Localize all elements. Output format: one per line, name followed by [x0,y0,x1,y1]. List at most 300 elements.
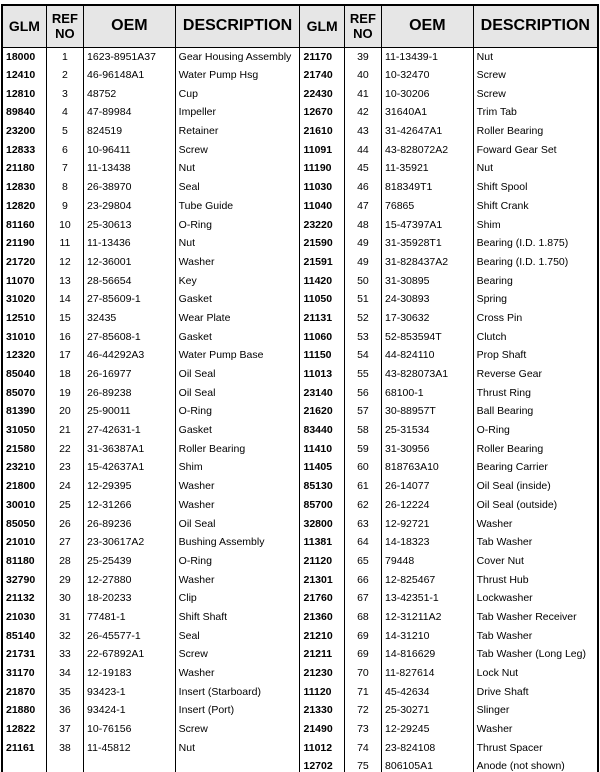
left-ref-cell: 25 [46,496,83,515]
left-ref-cell: 17 [46,346,83,365]
left-description-cell: Gasket [175,421,300,440]
right-oem-cell: 15-47397A1 [382,215,474,234]
right-ref-cell: 64 [344,533,381,552]
right-oem-cell: 14-31210 [382,626,474,645]
table-row [2,645,598,664]
right-description-cell: Anode (not shown) [473,757,598,772]
left-description-cell: Washer [175,570,300,589]
right-ref-cell: 72 [344,701,381,720]
right-glm-cell: 21360 [300,608,344,627]
table-row [2,346,598,365]
table-row [2,514,598,533]
right-description-cell: Thrust Ring [473,383,598,402]
left-oem-cell: 1623-8951A37 [84,47,176,66]
right-oem-cell: 43-828073A1 [382,365,474,384]
left-oem-cell: 25-25439 [84,552,176,571]
left-glm-cell: 21180 [2,159,46,178]
left-oem-cell: 11-13436 [84,234,176,253]
left-description-cell: Cup [175,84,300,103]
right-ref-cell: 53 [344,327,381,346]
right-ref-cell: 39 [344,47,381,66]
right-oem-cell: 11-13439-1 [382,47,474,66]
table-row [2,496,598,515]
right-description-cell: Drive Shaft [473,682,598,701]
table-row [2,421,598,440]
right-ref-cell: 56 [344,383,381,402]
left-ref-cell: 37 [46,720,83,739]
left-description-cell: Washer [175,664,300,683]
right-glm-cell: 11420 [300,271,344,290]
left-description-cell: Impeller [175,103,300,122]
table-row [2,552,598,571]
right-description-cell: Bearing Carrier [473,458,598,477]
left-oem-cell: 26-45577-1 [84,626,176,645]
right-oem-cell: 12-825467 [382,570,474,589]
right-ref-cell: 54 [344,346,381,365]
left-glm-cell: 32790 [2,570,46,589]
right-description-cell: Trim Tab [473,103,598,122]
right-description-cell: Thrust Hub [473,570,598,589]
left-description-cell: Nut [175,738,300,757]
right-glm-cell: 22430 [300,84,344,103]
table-row [2,271,598,290]
right-description-cell: Reverse Gear [473,365,598,384]
right-ref-cell: 42 [344,103,381,122]
right-ref-cell: 75 [344,757,381,772]
right-ref-cell: 63 [344,514,381,533]
right-glm-cell: 21211 [300,645,344,664]
table-row [2,439,598,458]
right-glm-cell: 21760 [300,589,344,608]
left-ref-cell: 36 [46,701,83,720]
header-ref-right: REF NO [344,5,381,47]
left-glm-cell: 31170 [2,664,46,683]
left-description-cell: Shift Shaft [175,608,300,627]
left-ref-cell: 3 [46,84,83,103]
left-ref-cell: 34 [46,664,83,683]
left-ref-cell: 29 [46,570,83,589]
left-description-cell: Water Pump Base [175,346,300,365]
right-glm-cell: 11012 [300,738,344,757]
left-oem-cell: 23-29804 [84,197,176,216]
table-row [2,178,598,197]
table-row [2,47,598,66]
left-oem-cell: 25-30613 [84,215,176,234]
left-glm-cell [2,757,46,772]
table-row [2,197,598,216]
left-description-cell: Gear Housing Assembly [175,47,300,66]
left-glm-cell: 12510 [2,309,46,328]
left-oem-cell: 32435 [84,309,176,328]
table-row [2,66,598,85]
right-ref-cell: 43 [344,122,381,141]
right-glm-cell: 21610 [300,122,344,141]
left-oem-cell: 12-27880 [84,570,176,589]
right-ref-cell: 58 [344,421,381,440]
left-oem-cell: 11-13438 [84,159,176,178]
table-row [2,215,598,234]
table-row [2,253,598,272]
left-ref-cell: 32 [46,626,83,645]
right-description-cell: Nut [473,159,598,178]
right-description-cell: Clutch [473,327,598,346]
right-glm-cell: 83440 [300,421,344,440]
left-description-cell: O-Ring [175,402,300,421]
left-description-cell: Screw [175,720,300,739]
left-oem-cell: 12-19183 [84,664,176,683]
right-oem-cell: 26-12224 [382,496,474,515]
left-description-cell: Gasket [175,290,300,309]
left-glm-cell: 21800 [2,477,46,496]
right-description-cell: Lock Nut [473,664,598,683]
table-body [2,47,598,772]
right-oem-cell: 76865 [382,197,474,216]
left-glm-cell: 21870 [2,682,46,701]
left-ref-cell: 12 [46,253,83,272]
left-ref-cell: 6 [46,140,83,159]
right-oem-cell: 14-18323 [382,533,474,552]
left-glm-cell: 31010 [2,327,46,346]
table-row [2,570,598,589]
table-row [2,327,598,346]
left-ref-cell: 10 [46,215,83,234]
left-oem-cell: 22-67892A1 [84,645,176,664]
left-description-cell: Seal [175,178,300,197]
left-glm-cell: 85070 [2,383,46,402]
left-oem-cell: 26-16977 [84,365,176,384]
right-glm-cell: 11120 [300,682,344,701]
right-oem-cell: 30-88957T [382,402,474,421]
left-ref-cell: 16 [46,327,83,346]
right-ref-cell: 69 [344,626,381,645]
left-description-cell: Water Pump Hsg [175,66,300,85]
right-oem-cell: 818763A10 [382,458,474,477]
right-ref-cell: 51 [344,290,381,309]
left-glm-cell: 21720 [2,253,46,272]
right-description-cell: Bearing (I.D. 1.875) [473,234,598,253]
right-glm-cell: 21301 [300,570,344,589]
left-glm-cell: 89840 [2,103,46,122]
right-ref-cell: 47 [344,197,381,216]
table-row [2,84,598,103]
right-glm-cell: 11013 [300,365,344,384]
right-oem-cell: 31-35928T1 [382,234,474,253]
right-ref-cell: 69 [344,645,381,664]
right-description-cell: Bearing (I.D. 1.750) [473,253,598,272]
table-row [2,383,598,402]
right-ref-cell: 65 [344,552,381,571]
right-oem-cell: 14-816629 [382,645,474,664]
right-ref-cell: 66 [344,570,381,589]
table-row [2,720,598,739]
right-glm-cell: 21591 [300,253,344,272]
left-glm-cell: 21161 [2,738,46,757]
left-glm-cell: 81180 [2,552,46,571]
right-ref-cell: 48 [344,215,381,234]
left-oem-cell: 27-85609-1 [84,290,176,309]
right-ref-cell: 67 [344,589,381,608]
right-description-cell: Nut [473,47,598,66]
left-oem-cell: 93424-1 [84,701,176,720]
left-oem-cell: 48752 [84,84,176,103]
left-glm-cell: 12810 [2,84,46,103]
left-ref-cell: 31 [46,608,83,627]
header-glm-right: GLM [300,5,344,47]
left-ref-cell: 21 [46,421,83,440]
right-glm-cell: 11060 [300,327,344,346]
left-oem-cell: 46-44292A3 [84,346,176,365]
left-description-cell: Washer [175,477,300,496]
right-ref-cell: 55 [344,365,381,384]
left-oem-cell: 26-38970 [84,178,176,197]
right-oem-cell: 52-853594T [382,327,474,346]
left-ref-cell: 13 [46,271,83,290]
left-description-cell: Nut [175,159,300,178]
left-description-cell: Screw [175,140,300,159]
right-glm-cell: 11405 [300,458,344,477]
right-glm-cell: 11150 [300,346,344,365]
right-oem-cell: 10-32470 [382,66,474,85]
left-glm-cell: 85140 [2,626,46,645]
header-oem-right: OEM [382,5,474,47]
left-glm-cell: 12820 [2,197,46,216]
right-ref-cell: 74 [344,738,381,757]
table-row [2,103,598,122]
right-glm-cell: 12670 [300,103,344,122]
left-description-cell: O-Ring [175,552,300,571]
left-ref-cell: 28 [46,552,83,571]
left-description-cell: Oil Seal [175,514,300,533]
table-row [2,608,598,627]
right-ref-cell: 61 [344,477,381,496]
right-ref-cell: 44 [344,140,381,159]
left-ref-cell: 18 [46,365,83,384]
right-ref-cell: 45 [344,159,381,178]
right-description-cell: Oil Seal (inside) [473,477,598,496]
left-description-cell: Roller Bearing [175,439,300,458]
right-oem-cell: 44-824110 [382,346,474,365]
left-oem-cell: 12-36001 [84,253,176,272]
right-glm-cell: 23140 [300,383,344,402]
right-glm-cell: 11050 [300,290,344,309]
right-oem-cell: 31640A1 [382,103,474,122]
left-ref-cell: 23 [46,458,83,477]
header-description-left: DESCRIPTION [175,5,300,47]
right-oem-cell: 68100-1 [382,383,474,402]
left-glm-cell: 12833 [2,140,46,159]
table-row [2,234,598,253]
left-oem-cell: 10-76156 [84,720,176,739]
right-oem-cell: 25-31534 [382,421,474,440]
left-description-cell: Nut [175,234,300,253]
right-oem-cell: 10-30206 [382,84,474,103]
left-oem-cell: 93423-1 [84,682,176,701]
right-description-cell: Tab Washer Receiver [473,608,598,627]
right-description-cell: Prop Shaft [473,346,598,365]
right-oem-cell: 806105A1 [382,757,474,772]
left-glm-cell: 21190 [2,234,46,253]
left-ref-cell: 7 [46,159,83,178]
right-oem-cell: 31-30895 [382,271,474,290]
left-ref-cell [46,757,83,772]
right-description-cell: Roller Bearing [473,439,598,458]
left-description-cell: Clip [175,589,300,608]
left-ref-cell: 22 [46,439,83,458]
table-row [2,757,598,772]
right-ref-cell: 70 [344,664,381,683]
right-oem-cell: 12-29245 [382,720,474,739]
right-description-cell: Foward Gear Set [473,140,598,159]
left-oem-cell: 23-30617A2 [84,533,176,552]
right-description-cell: Tab Washer (Long Leg) [473,645,598,664]
right-description-cell: Screw [473,84,598,103]
header-glm-left: GLM [2,5,46,47]
left-oem-cell: 46-96148A1 [84,66,176,85]
left-description-cell: Shim [175,458,300,477]
left-glm-cell: 12822 [2,720,46,739]
left-glm-cell: 18000 [2,47,46,66]
right-description-cell: Slinger [473,701,598,720]
left-description-cell: O-Ring [175,215,300,234]
left-oem-cell: 18-20233 [84,589,176,608]
right-ref-cell: 62 [344,496,381,515]
left-glm-cell: 21731 [2,645,46,664]
right-oem-cell: 17-30632 [382,309,474,328]
right-glm-cell: 85700 [300,496,344,515]
right-glm-cell: 11040 [300,197,344,216]
right-oem-cell: 31-42647A1 [382,122,474,141]
left-description-cell: Gasket [175,327,300,346]
left-glm-cell: 81160 [2,215,46,234]
right-ref-cell: 40 [344,66,381,85]
table-row [2,701,598,720]
left-ref-cell: 35 [46,682,83,701]
right-oem-cell: 11-35921 [382,159,474,178]
left-ref-cell: 15 [46,309,83,328]
right-description-cell: Spring [473,290,598,309]
right-glm-cell: 21490 [300,720,344,739]
left-oem-cell: 47-89984 [84,103,176,122]
table-row [2,122,598,141]
left-oem-cell: 27-42631-1 [84,421,176,440]
right-description-cell: Tab Washer [473,626,598,645]
right-oem-cell: 43-828072A2 [382,140,474,159]
right-oem-cell: 11-827614 [382,664,474,683]
left-glm-cell: 11070 [2,271,46,290]
right-oem-cell: 79448 [382,552,474,571]
right-glm-cell: 11190 [300,159,344,178]
left-description-cell: Insert (Port) [175,701,300,720]
right-oem-cell: 24-30893 [382,290,474,309]
right-oem-cell: 31-828437A2 [382,253,474,272]
left-description-cell [175,757,300,772]
table-row [2,589,598,608]
right-description-cell: Tab Washer [473,533,598,552]
right-ref-cell: 49 [344,253,381,272]
table-row [2,738,598,757]
right-glm-cell: 85130 [300,477,344,496]
left-description-cell: Washer [175,253,300,272]
header-oem-left: OEM [84,5,176,47]
right-description-cell: Cross Pin [473,309,598,328]
right-ref-cell: 52 [344,309,381,328]
right-ref-cell: 60 [344,458,381,477]
right-glm-cell: 11410 [300,439,344,458]
left-glm-cell: 85050 [2,514,46,533]
left-glm-cell: 23210 [2,458,46,477]
right-glm-cell: 11091 [300,140,344,159]
left-glm-cell: 12320 [2,346,46,365]
left-ref-cell: 27 [46,533,83,552]
right-glm-cell: 32800 [300,514,344,533]
left-oem-cell: 27-85608-1 [84,327,176,346]
table-row [2,626,598,645]
table-row [2,533,598,552]
left-glm-cell: 21132 [2,589,46,608]
right-description-cell: Shift Spool [473,178,598,197]
left-description-cell: Wear Plate [175,309,300,328]
left-description-cell: Screw [175,645,300,664]
right-ref-cell: 46 [344,178,381,197]
left-oem-cell: 77481-1 [84,608,176,627]
left-oem-cell: 28-56654 [84,271,176,290]
left-ref-cell: 14 [46,290,83,309]
right-ref-cell: 50 [344,271,381,290]
table-row [2,402,598,421]
left-glm-cell: 12830 [2,178,46,197]
right-oem-cell: 26-14077 [382,477,474,496]
right-glm-cell: 11381 [300,533,344,552]
right-description-cell: Washer [473,720,598,739]
left-oem-cell: 10-96411 [84,140,176,159]
right-description-cell: Oil Seal (outside) [473,496,598,515]
right-oem-cell: 12-92721 [382,514,474,533]
left-ref-cell: 1 [46,47,83,66]
left-glm-cell: 23200 [2,122,46,141]
right-oem-cell: 818349T1 [382,178,474,197]
left-ref-cell: 24 [46,477,83,496]
left-ref-cell: 26 [46,514,83,533]
right-oem-cell: 13-42351-1 [382,589,474,608]
left-description-cell: Oil Seal [175,383,300,402]
right-description-cell: Lockwasher [473,589,598,608]
right-description-cell: Thrust Spacer [473,738,598,757]
right-oem-cell: 31-30956 [382,439,474,458]
left-oem-cell: 12-29395 [84,477,176,496]
right-ref-cell: 59 [344,439,381,458]
left-description-cell: Washer [175,496,300,515]
right-oem-cell: 23-824108 [382,738,474,757]
table-row [2,140,598,159]
left-oem-cell: 26-89236 [84,514,176,533]
left-oem-cell: 11-45812 [84,738,176,757]
right-glm-cell: 21131 [300,309,344,328]
right-oem-cell: 45-42634 [382,682,474,701]
right-glm-cell: 21740 [300,66,344,85]
right-glm-cell: 21210 [300,626,344,645]
left-ref-cell: 38 [46,738,83,757]
left-description-cell: Tube Guide [175,197,300,216]
right-description-cell: Washer [473,514,598,533]
left-oem-cell: 824519 [84,122,176,141]
right-ref-cell: 49 [344,234,381,253]
right-description-cell: O-Ring [473,421,598,440]
right-glm-cell: 21330 [300,701,344,720]
right-glm-cell: 21170 [300,47,344,66]
left-oem-cell: 26-89238 [84,383,176,402]
right-ref-cell: 57 [344,402,381,421]
right-ref-cell: 41 [344,84,381,103]
